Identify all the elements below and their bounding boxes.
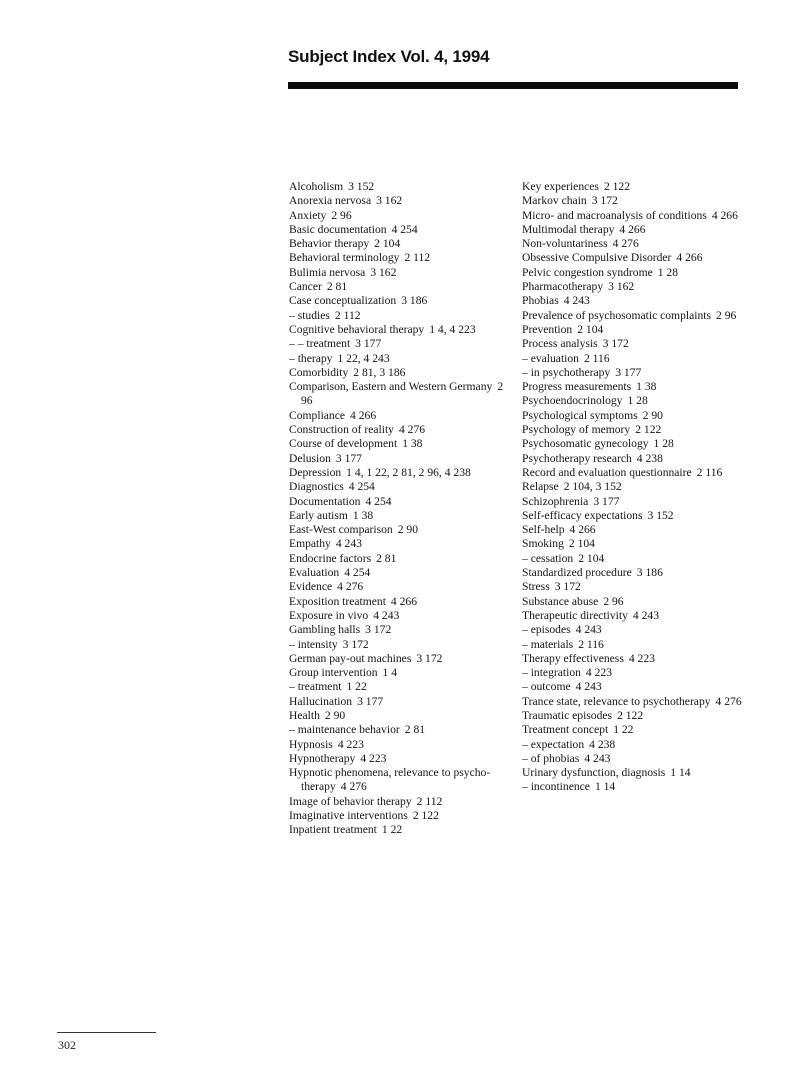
index-locator: 4 276 xyxy=(715,694,742,708)
index-term: Treatment concept xyxy=(522,723,609,737)
index-locator: 2 112 xyxy=(416,794,443,808)
index-entry xyxy=(289,638,504,652)
index-locator: 4 243 xyxy=(575,680,602,694)
index-locator: 3 177 xyxy=(357,694,384,708)
index-locator: 2 81 xyxy=(404,723,426,737)
index-term: Empathy xyxy=(289,537,331,551)
index-term: Comorbidity xyxy=(289,365,349,379)
index-locator: 1 14 xyxy=(670,766,691,780)
index-term: Therapy effectiveness xyxy=(522,651,624,665)
index-locator: 1 4, 1 22, 2 81, 2 96, 4 238 xyxy=(346,465,471,479)
index-term: Therapeutic directivity xyxy=(522,608,628,622)
index-entry xyxy=(289,251,504,265)
index-term: Markov chain xyxy=(522,194,587,208)
index-term: Micro- and macroanalysis of conditions xyxy=(522,208,707,222)
index-entry xyxy=(289,595,504,609)
index-entry xyxy=(289,280,504,294)
index-locator: 4 266 xyxy=(619,222,646,236)
index-entry xyxy=(522,638,762,652)
index-entry xyxy=(522,337,762,351)
index-term: Record and evaluation questionnaire xyxy=(522,465,692,479)
page-number: 302 xyxy=(58,1038,76,1052)
index-locator: 4 238 xyxy=(589,737,616,751)
index-locator: 4 276 xyxy=(340,780,367,794)
index-entry xyxy=(289,766,504,795)
index-locator: 2 81, 3 186 xyxy=(353,365,406,379)
index-entry xyxy=(289,209,504,223)
index-term: – episodes xyxy=(522,623,571,637)
index-entry xyxy=(289,709,504,723)
index-term: Hallucination xyxy=(289,694,353,708)
index-locator: 3 177 xyxy=(335,451,362,465)
index-term: Substance abuse xyxy=(522,594,599,608)
index-term: – expectation xyxy=(522,737,585,751)
index-entry xyxy=(522,409,762,423)
index-entry xyxy=(289,580,504,594)
index-term: Urinary dysfunction, diagnosis xyxy=(522,766,666,780)
index-locator: 4 243 xyxy=(335,537,362,551)
index-entry xyxy=(289,423,504,437)
index-entry xyxy=(289,537,504,551)
index-term: – intensity xyxy=(289,637,338,651)
index-entry xyxy=(289,552,504,566)
index-entry xyxy=(522,466,762,480)
index-entry xyxy=(289,738,504,752)
index-entry xyxy=(522,537,762,551)
index-term: – integration xyxy=(522,666,581,680)
index-entry xyxy=(522,209,762,223)
index-term: Self-efficacy expectations xyxy=(522,508,643,522)
index-term: Psychosomatic gynecology xyxy=(522,437,649,451)
index-entry xyxy=(522,266,762,280)
index-term: Psychology of memory xyxy=(522,423,631,437)
index-locator: 4 266 xyxy=(350,408,377,422)
index-term: Process analysis xyxy=(522,337,598,351)
index-locator: 4 266 xyxy=(676,251,703,265)
index-entry xyxy=(289,466,504,480)
index-term: Pharmacotherapy xyxy=(522,280,604,294)
index-locator: 3 162 xyxy=(370,265,397,279)
index-entry xyxy=(289,194,504,208)
index-term: Key experiences xyxy=(522,180,599,193)
index-entry xyxy=(522,423,762,437)
index-locator: 4 254 xyxy=(391,222,418,236)
index-locator: 1 38 xyxy=(352,508,374,522)
index-entry xyxy=(522,380,762,394)
index-term: Case conceptualization xyxy=(289,294,397,308)
index-term: Psychological symptoms xyxy=(522,408,638,422)
footer-rule xyxy=(57,1032,156,1033)
page-title: Subject Index Vol. 4, 1994 xyxy=(288,47,490,66)
index-entry xyxy=(289,452,504,466)
index-locator: 2 122 xyxy=(617,708,644,722)
index-entry xyxy=(522,709,762,723)
index-term: Exposure in vivo xyxy=(289,608,369,622)
index-locator: 3 152 xyxy=(647,508,674,522)
index-locator: 2 104 xyxy=(568,537,595,551)
index-locator: 4 266 xyxy=(390,594,418,608)
index-term: Traumatic episodes xyxy=(522,708,613,722)
index-entry xyxy=(522,309,762,323)
index-term: Progress measurements xyxy=(522,380,632,394)
index-locator: 3 172 xyxy=(591,194,618,208)
index-entry xyxy=(289,380,504,409)
index-entry xyxy=(289,366,504,380)
index-term: Depression xyxy=(289,465,342,479)
index-locator: 3 162 xyxy=(376,194,403,208)
index-term: Delusion xyxy=(289,451,331,465)
index-term: Anorexia nervosa xyxy=(289,194,372,208)
index-entry xyxy=(522,294,762,308)
index-locator: 1 22, 4 243 xyxy=(337,351,390,365)
index-term: – studies xyxy=(289,308,330,322)
index-term: Behavioral terminology xyxy=(289,251,400,265)
index-locator: 1 14 xyxy=(594,780,616,794)
index-term: Endocrine factors xyxy=(289,551,372,565)
index-entry xyxy=(522,180,762,194)
index-locator: 2 116 xyxy=(578,637,604,651)
index-locator: 4 276 xyxy=(612,237,639,251)
index-entry xyxy=(289,323,504,337)
index-term: Phobias xyxy=(522,294,559,308)
index-entry xyxy=(289,309,504,323)
index-entry xyxy=(522,738,762,752)
index-term: – maintenance behavior xyxy=(289,723,400,737)
index-entry xyxy=(522,223,762,237)
index-entry xyxy=(289,409,504,423)
index-term: Self-help xyxy=(522,523,565,537)
index-entry xyxy=(522,523,762,537)
index-term: Behavior therapy xyxy=(289,237,370,251)
index-locator: 4 223 xyxy=(585,666,613,680)
index-locator: 1 4 xyxy=(382,666,398,680)
index-locator: 2 81 xyxy=(376,551,397,565)
index-term: – – treatment xyxy=(289,337,351,351)
index-entry xyxy=(522,580,762,594)
index-term: – incontinence xyxy=(522,780,590,794)
index-entry xyxy=(522,509,762,523)
index-term: Bulimia nervosa xyxy=(289,265,366,279)
index-entry xyxy=(289,695,504,709)
index-entry xyxy=(522,366,762,380)
index-term: – therapy xyxy=(289,351,333,365)
index-term: Evidence xyxy=(289,580,333,594)
index-entry xyxy=(289,352,504,366)
index-entry xyxy=(522,595,762,609)
index-term: Early autism xyxy=(289,508,348,522)
index-entry xyxy=(522,552,762,566)
index-locator: 4 223 xyxy=(628,651,655,665)
index-entry xyxy=(522,652,762,666)
index-term: Smoking xyxy=(522,537,564,551)
index-entry xyxy=(522,237,762,251)
index-locator: 1 38 xyxy=(636,380,657,394)
index-entry xyxy=(522,695,762,709)
index-locator: 2 104, 3 152 xyxy=(563,480,622,494)
index-entry xyxy=(522,437,762,451)
index-entry xyxy=(522,495,762,509)
index-locator: 2 104 xyxy=(578,551,605,565)
index-entry xyxy=(522,352,762,366)
index-entry xyxy=(522,394,762,408)
index-term: Obsessive Compulsive Disorder xyxy=(522,251,672,265)
index-term: Standardized procedure xyxy=(522,566,632,580)
index-locator: 4 276 xyxy=(337,580,364,594)
index-entry xyxy=(289,795,504,809)
index-entry xyxy=(289,437,504,451)
index-locator: 2 90 xyxy=(642,408,663,422)
index-entry xyxy=(289,809,504,823)
index-locator: 4 243 xyxy=(584,751,611,765)
index-locator: 2 104 xyxy=(374,237,401,251)
index-entry xyxy=(522,251,762,265)
index-entry xyxy=(289,294,504,308)
index-term: Basic documentation xyxy=(289,222,387,236)
index-entry xyxy=(289,666,504,680)
index-locator: 3 172 xyxy=(342,637,369,651)
index-term: Compliance xyxy=(289,408,346,422)
index-locator: 1 22 xyxy=(613,723,634,737)
index-locator: 4 243 xyxy=(632,608,659,622)
index-term: Documentation xyxy=(289,494,361,508)
index-entry xyxy=(289,752,504,766)
index-entry xyxy=(522,194,762,208)
index-term: Gambling halls xyxy=(289,623,361,637)
index-entry xyxy=(522,323,762,337)
index-locator: 2 104 xyxy=(577,322,604,336)
index-locator: 4 254 xyxy=(344,566,371,580)
index-entry xyxy=(522,609,762,623)
index-term: Trance state, relevance to psychotherapy xyxy=(522,694,711,708)
index-locator: 2 96 xyxy=(301,380,504,408)
index-locator: 4 276 xyxy=(398,423,426,437)
index-locator: 3 172 xyxy=(602,337,629,351)
index-entry xyxy=(289,266,504,280)
index-term: – evaluation xyxy=(522,351,579,365)
index-locator: 3 152 xyxy=(348,180,375,193)
index-locator: 2 122 xyxy=(635,423,662,437)
index-entry xyxy=(289,609,504,623)
index-entry xyxy=(289,652,504,666)
index-locator: 2 96 xyxy=(331,208,352,222)
index-locator: 3 172 xyxy=(416,651,443,665)
index-entry xyxy=(289,337,504,351)
index-entry xyxy=(289,223,504,237)
index-term: Group intervention xyxy=(289,666,378,680)
index-locator: 4 238 xyxy=(636,451,663,465)
index-locator: 1 28 xyxy=(657,265,679,279)
index-locator: 3 177 xyxy=(355,337,382,351)
index-entry xyxy=(289,480,504,494)
index-term: – materials xyxy=(522,637,574,651)
index-term: Image of behavior therapy xyxy=(289,794,412,808)
index-entry xyxy=(522,666,762,680)
index-entry xyxy=(289,823,504,837)
index-locator: 2 96 xyxy=(716,308,737,322)
index-locator: 4 266 xyxy=(711,208,738,222)
index-term: Psychotherapy research xyxy=(522,451,632,465)
index-locator: 4 223 xyxy=(337,737,364,751)
index-term: Stress xyxy=(522,580,550,594)
index-locator: 1 38 xyxy=(402,437,423,451)
index-locator: 2 112 xyxy=(404,251,431,265)
index-term: East-West comparison xyxy=(289,523,393,537)
index-term: Non-voluntariness xyxy=(522,237,608,251)
index-term: Health xyxy=(289,708,320,722)
index-locator: 2 116 xyxy=(696,465,723,479)
index-term: Multimodal therapy xyxy=(522,222,615,236)
index-locator: 3 162 xyxy=(608,280,635,294)
index-term: Anxiety xyxy=(289,208,327,222)
index-locator: 1 22 xyxy=(346,680,367,694)
index-locator: 3 186 xyxy=(636,566,663,580)
index-entry xyxy=(522,566,762,580)
index-term: Cognitive behavioral therapy xyxy=(289,322,425,336)
index-entry xyxy=(522,280,762,294)
index-entry xyxy=(289,495,504,509)
index-locator: 1 4, 4 223 xyxy=(429,322,476,336)
index-locator: 2 96 xyxy=(603,594,624,608)
index-term: Course of development xyxy=(289,437,398,451)
index-term: Schizophrenia xyxy=(522,494,589,508)
index-locator: 2 90 xyxy=(324,708,346,722)
index-entry xyxy=(289,566,504,580)
index-locator: 4 243 xyxy=(563,294,590,308)
index-entry xyxy=(522,623,762,637)
index-locator: 2 116 xyxy=(583,351,610,365)
index-locator: 4 254 xyxy=(365,494,392,508)
index-entry xyxy=(522,780,762,794)
index-term: – outcome xyxy=(522,680,571,694)
index-term: Diagnostics xyxy=(289,480,344,494)
index-locator: 1 28 xyxy=(627,394,648,408)
index-locator: 3 172 xyxy=(365,623,392,637)
title-rule xyxy=(288,82,738,89)
index-entry xyxy=(289,680,504,694)
index-column-left xyxy=(289,180,504,838)
index-entry xyxy=(289,509,504,523)
index-locator: 2 112 xyxy=(334,308,361,322)
index-term: Exposition treatment xyxy=(289,594,386,608)
index-locator: 4 223 xyxy=(360,751,387,765)
index-entry xyxy=(289,237,504,251)
index-column-right xyxy=(522,180,762,795)
index-locator: 1 28 xyxy=(653,437,674,451)
index-term: Cancer xyxy=(289,280,322,294)
index-entry xyxy=(522,480,762,494)
index-term: Prevalence of psychosomatic complaints xyxy=(522,308,711,322)
index-locator: 3 172 xyxy=(554,580,581,594)
index-locator: 4 266 xyxy=(569,523,596,537)
index-term: Relapse xyxy=(522,480,559,494)
index-term: Prevention xyxy=(522,322,573,336)
index-term: Psychoendocrinology xyxy=(522,394,623,408)
index-term: Hypnosis xyxy=(289,737,333,751)
index-term: Alcoholism xyxy=(289,180,344,193)
index-locator: 2 81 xyxy=(326,280,348,294)
index-entry xyxy=(289,180,504,194)
index-locator: 4 243 xyxy=(575,623,602,637)
index-term: Inpatient treatment xyxy=(289,823,377,837)
index-term: Construction of reality xyxy=(289,423,394,437)
index-locator: 2 122 xyxy=(412,809,439,823)
index-term: – of phobias xyxy=(522,751,580,765)
index-locator: 3 186 xyxy=(401,294,428,308)
index-entry xyxy=(522,452,762,466)
index-term: – in psychotherapy xyxy=(522,365,611,379)
index-locator: 2 90 xyxy=(397,523,419,537)
index-locator: 4 243 xyxy=(373,608,400,622)
index-term: – treatment xyxy=(289,680,342,694)
index-entry xyxy=(289,523,504,537)
index-entry xyxy=(522,680,762,694)
index-locator: 2 122 xyxy=(603,180,631,193)
index-entry xyxy=(522,766,762,780)
index-term: Evaluation xyxy=(289,566,340,580)
index-locator: 1 22 xyxy=(381,823,403,837)
index-term: Comparison, Eastern and Western Germany xyxy=(289,380,493,394)
index-entry xyxy=(522,752,762,766)
index-term: – cessation xyxy=(522,551,574,565)
index-locator: 3 177 xyxy=(593,494,620,508)
index-entry xyxy=(289,623,504,637)
index-entry xyxy=(289,723,504,737)
index-locator: 3 177 xyxy=(615,365,642,379)
index-term: Pelvic congestion syndrome xyxy=(522,265,653,279)
index-term: Imaginative interventions xyxy=(289,809,408,823)
index-entry xyxy=(522,723,762,737)
index-term: Hypnotherapy xyxy=(289,751,356,765)
index-term: German pay-out machines xyxy=(289,651,412,665)
index-locator: 4 254 xyxy=(348,480,375,494)
index-term: Hypnotic phenomena, relevance to psycho-therapy xyxy=(289,766,491,794)
